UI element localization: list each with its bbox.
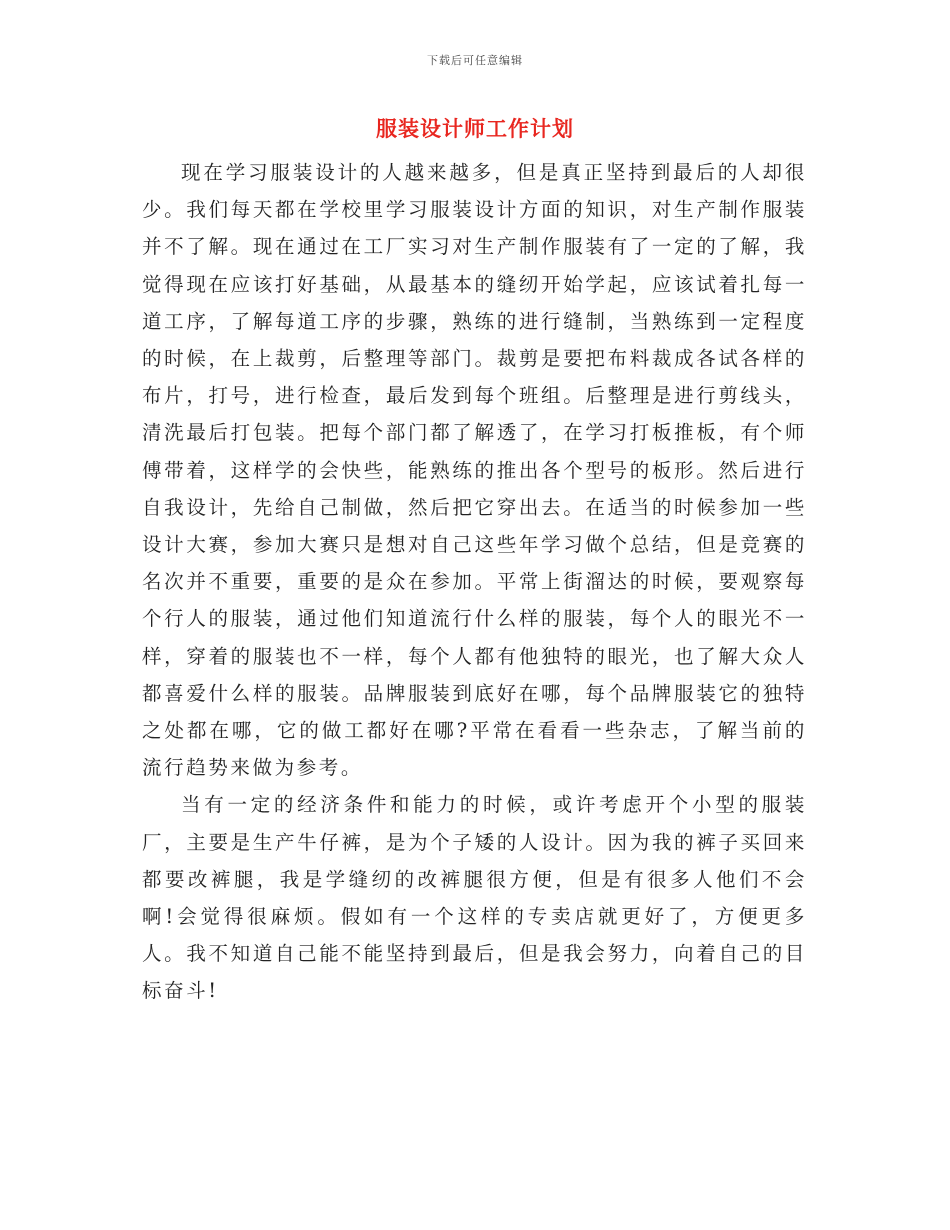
document-body (142, 154, 807, 1010)
document-title: 服装设计师工作计划 (376, 116, 574, 141)
paragraph-2: 当有一定的经济条件和能力的时候，或许考虑开个小型的服装厂，主要是生产牛仔裤，是为个子矮的人设计。因为我的裤子买回来都要改裤腿，我是学缝纫的改裤腿很方便，但是有很多人他们不会啊!会觉得很麻烦。假如有一个这样的专卖店就更好了，方便更多人。我不知道自己能不能坚持到最后，但是我会努力，向着自己的目标奋斗! (142, 793, 807, 1003)
paragraph-1: 现在学习服装设计的人越来越多，但是真正坚持到最后的人却很少。我们每天都在学校里学习服装设计方面的知识，对生产制作服装并不了解。现在通过在工厂实习对生产制作服装有了一定的了解，我觉得现在应该打好基础，从最基本的缝纫开始学起，应该试着扎每一道工序，了解每道工序的步骤，熟练的进行缝制，当熟练到一定程度的时候，在上裁剪，后整理等部门。裁剪是要把布料裁成各试各样的布片，打号，进行检查，最后发到每个班组。后整理是进行剪线头，清洗最后打包装。把每个部门都了解透了，在学习打板推板，有个师傅带着，这样学的会快些，能熟练的推出各个型号的板形。然后进行自我设计，先给自己制做，然后把它穿出去。在适当的时候参加一些设计大赛，参加大赛只是想对自己这些年学习做个总结，但是竞赛的名次并不重要，重要的是众在参加。平常上街溜达的时候，要观察每个行人的服装，通过他们知道流行什么样的服装，每个人的眼光不一样，穿着的服装也不一样，每个人都有他独特的眼光，也了解大众人都喜爱什么样的服装。品牌服装到底好在哪，每个品牌服装它的独特之处都在哪，它的做工都好在哪?平常在看看一些杂志，了解当前的流行趋势来做为参考。 (142, 161, 807, 780)
header-note: 下载后可任意编辑 (427, 54, 523, 67)
